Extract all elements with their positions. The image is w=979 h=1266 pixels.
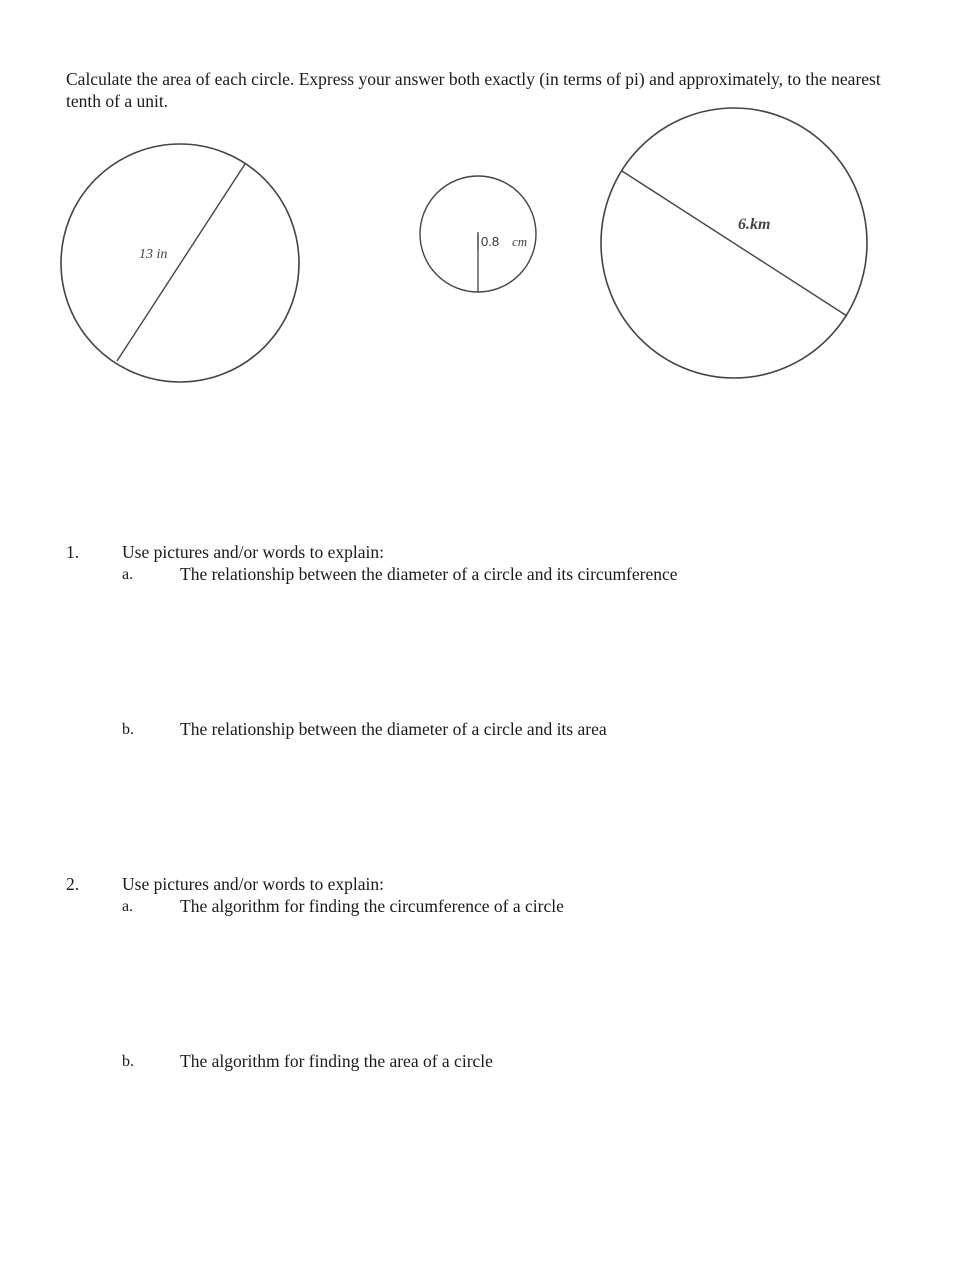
circle-3-diameter-line (622, 171, 847, 316)
question-2-prompt: Use pictures and/or words to explain: (122, 874, 384, 894)
question-2a-letter: a. (122, 898, 134, 915)
question-1-number: 1. (66, 542, 80, 562)
question-1a-text: The relationship between the diameter of a circle and its circumference (180, 564, 678, 584)
question-1a-letter: a. (122, 566, 134, 583)
circle-figure-3 (601, 108, 867, 378)
question-2b-letter: b. (122, 1053, 134, 1070)
circle-2-label-value: 0.8 (481, 234, 500, 249)
question-2b-text: The algorithm for finding the area of a circle (180, 1051, 493, 1071)
circle-1-label: 13 in (139, 247, 168, 262)
question-1-prompt: Use pictures and/or words to explain: (122, 542, 384, 562)
question-1b-text: The relationship between the diameter of a circle and its area (180, 719, 607, 739)
circle-3-label: 6.km (738, 216, 771, 233)
question-2a-text: The algorithm for finding the circumference of a circle (180, 896, 564, 916)
circle-figures (0, 0, 979, 420)
circle-figure-1 (61, 144, 299, 382)
instructions-text: Calculate the area of each circle. Express your answer both exactly (in terms of pi) and approximately, to the nearest tenth of a unit. (66, 69, 881, 111)
circle-2-label-unit: cm (512, 234, 528, 249)
question-1b-letter: b. (122, 721, 134, 738)
circle-1-diameter-line (117, 164, 245, 361)
circle-figure-2 (420, 176, 536, 292)
question-2-number: 2. (66, 874, 80, 894)
